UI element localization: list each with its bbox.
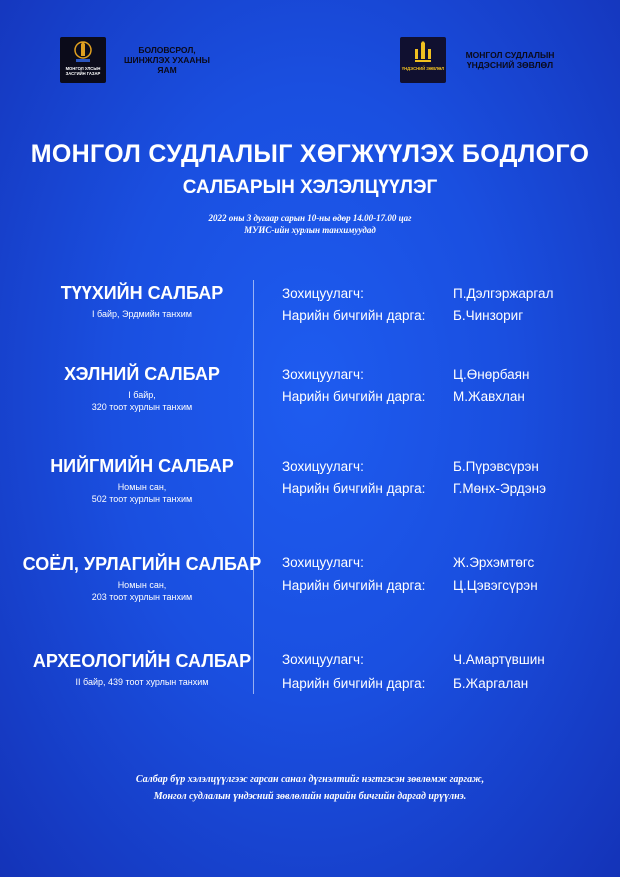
page-title: МОНГОЛ СУДЛАЛЫГ ХӨГЖҮҮЛЭХ БОДЛОГО: [30, 140, 590, 168]
section-name: ТҮҮХИЙН САЛБАР: [60, 283, 224, 303]
section-name: АРХЕОЛОГИЙН САЛБАР: [32, 651, 252, 671]
secretary-label: Нарийн бичгийн дарга:: [282, 578, 426, 593]
emblem-caption: МОНГОЛ УЛСЫН ЗАСГИЙН ГАЗАР: [65, 66, 101, 76]
page-subtitle: САЛБАРЫН ХЭЛЭЛЦҮҮЛЭГ: [182, 177, 438, 198]
location-line: 502 тоот хурлын танхим: [91, 494, 193, 504]
secretary-label: Нарийн бичгийн дарга:: [282, 389, 426, 404]
organizer-label: Зохицуулагч:: [282, 459, 364, 474]
council-emblem-icon: [400, 37, 446, 83]
footer-line: Салбар бүр хэлэлцүүлгээс гарсан санал дүгнэлтийг нэгтгэсэн зөвлөмж гаргаж,: [135, 774, 485, 785]
section-location: [22, 308, 262, 320]
location-line: 203 тоот хурлын танхим: [91, 592, 193, 602]
secretary-name: Б.Чинзориг: [453, 308, 524, 323]
section-name: СОЁЛ, УРЛАГИЙН САЛБАР: [22, 554, 262, 574]
organizer-name: Ц.Өнөрбаян: [453, 367, 530, 382]
event-info: [0, 212, 620, 236]
emblem-caption: ҮНДЭСНИЙ ЗӨВЛӨЛ: [401, 66, 445, 71]
secretary-name: Б.Жаргалан: [453, 676, 529, 691]
location-line: 320 тоот хурлын танхим: [91, 402, 193, 412]
footer-line: Монгол судлалын үндэсний зөвлөлийн нарийн бичгийн даргад ирүүлнэ.: [153, 791, 467, 802]
section-name: ХЭЛНИЙ САЛБАР: [64, 364, 220, 384]
event-venue: МУИС-ийн хурлын танхимуудад: [244, 225, 376, 235]
section-name: НИЙГМИЙН САЛБАР: [50, 456, 234, 476]
organizer-name: Ч.Амартүвшин: [453, 652, 545, 667]
secretary-name: Ц.Цэвэгсүрэн: [453, 578, 538, 593]
state-emblem-icon: [60, 37, 106, 83]
location-line: I байр, Эрдмийн танхим: [92, 309, 192, 319]
location-line: II байр, 439 тоот хурлын танхим: [75, 677, 209, 687]
organizer-label: Зохицуулагч:: [282, 555, 364, 570]
organizer-name: Ж.Эрхэмтөгс: [453, 555, 535, 570]
section-location: [22, 389, 262, 413]
organizer-label: Зохицуулагч:: [282, 652, 364, 667]
location-line: Номын сан,: [117, 482, 167, 492]
secretary-name: М.Жавхлан: [453, 389, 525, 404]
secretary-name: Г.Мөнх-Эрдэнэ: [453, 481, 547, 496]
secretary-label: Нарийн бичгийн дарга:: [282, 308, 426, 323]
footer-note: [0, 771, 620, 805]
section-location: [22, 579, 262, 603]
council-logo-block: [400, 37, 566, 83]
council-name: МОНГОЛ СУДЛАЛЫН ҮНДЭСНИЙ ЗӨВЛӨЛ: [465, 50, 555, 70]
secretary-label: Нарийн бичгийн дарга:: [282, 676, 426, 691]
organizer-name: П.Дэлгэржаргал: [453, 286, 554, 301]
location-line: Номын сан,: [117, 580, 167, 590]
event-date: 2022 оны 3 дугаар сарын 10-ны өдөр 14.00-17.00 цаг: [208, 213, 412, 223]
secretary-label: Нарийн бичгийн дарга:: [282, 481, 426, 496]
organizer-label: Зохицуулагч:: [282, 367, 364, 382]
ministry-logo-block: [60, 37, 212, 83]
section-location: [22, 481, 262, 505]
ministry-name: БОЛОВСРОЛ, ШИНЖЛЭХ УХААНЫ ЯАМ: [124, 45, 210, 75]
organizer-name: Б.Пүрэвсүрэн: [453, 459, 539, 474]
section-location: [22, 676, 262, 688]
location-line: I байр,: [128, 390, 156, 400]
organizer-label: Зохицуулагч:: [282, 286, 364, 301]
